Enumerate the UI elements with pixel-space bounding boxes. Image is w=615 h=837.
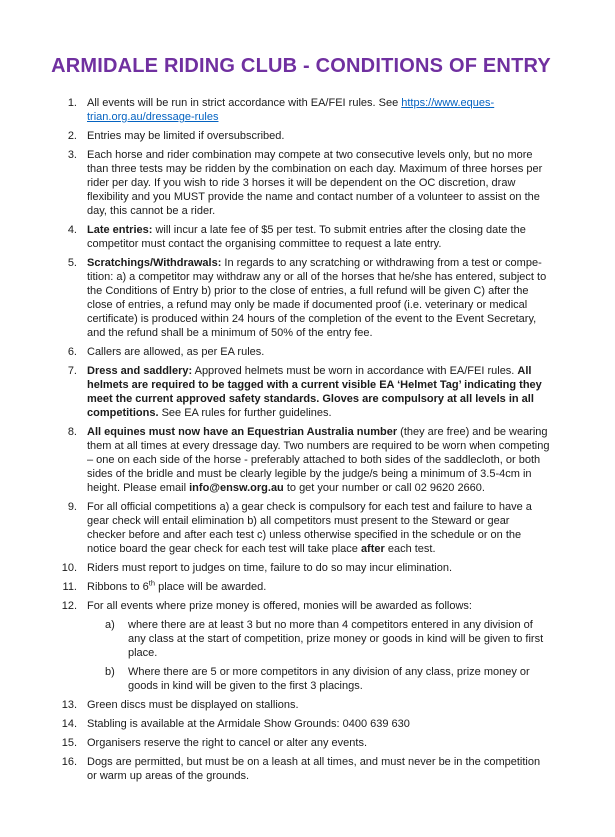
sub-item: [105, 665, 551, 693]
ordinal-suffix: th: [148, 578, 156, 588]
item-number: 7.: [67, 365, 77, 377]
text-run: will incur a late fee of $5 per test. To submit entries after the closing date the competitor must contact the organising committee to request a late entry.: [87, 224, 526, 250]
text-run: Scratchings/Withdrawals:: [87, 257, 222, 269]
page-title: ARMIDALE RIDING CLUB - CONDITIONS OF ENTRY: [51, 55, 551, 77]
list-item: [51, 148, 551, 218]
text-run: Callers are allowed, as per EA rules.: [87, 346, 265, 358]
list-item: [51, 129, 551, 143]
list-item: [51, 755, 551, 783]
list-item: [51, 561, 551, 575]
item-number: 2.: [67, 130, 77, 142]
item-text: [87, 698, 551, 712]
list-item: [51, 345, 551, 359]
text-run: All events will be run in strict accordance with EA/FEI rules. See: [87, 97, 402, 109]
text-run: In regards to any scratching or withdrawing from a test or competition: a) a competitor may withdraw any or all of the horses that he/she has entered, subject to the Conditions of Entry b) prior to the close of entries, a full refund will be given C) after the close of entries, a refund may only be made if documented proof (i.e. veterinary or medical certificate) is produced within 24 hours of the completion of the event to the Event Secretary, and the refund shall be a minimum of 50% of the entry fee.: [87, 257, 547, 339]
list-item: [51, 736, 551, 750]
text-run: Late entries:: [87, 224, 153, 236]
item-number: 9.: [67, 501, 77, 513]
item-text: [87, 256, 551, 340]
text-run: All equines must now have an Equestrian Australia number: [87, 426, 398, 438]
text-run: Dress and saddlery:: [87, 365, 193, 377]
sub-item-letter: a): [105, 619, 115, 631]
text-run: Each horse and rider combination may compete at two consecutive levels only, but no more than three tests may be ridden by the combination on each day. Maximum of three horses per rider per day. If you wish to ride 3 horses it will be dependent on the OC discretion, draw flexibility and you MUST provide the name and contact number of a volunteer to assist on the day, this cannot be a rider.: [87, 149, 543, 217]
list-item: [51, 364, 551, 420]
list-item: [51, 256, 551, 340]
item-text: [87, 345, 551, 359]
list-item: [51, 717, 551, 731]
text-run: All helmets are required to be tagged with a current visible EA ‘Helmet Tag’ indicating they meet the current approved safety standards. Gloves are compulsory at all levels in all competitions.: [87, 365, 542, 419]
sub-item-letter: b): [105, 666, 115, 678]
item-number: 14.: [61, 718, 77, 730]
item-text: [87, 561, 551, 575]
item-text: [87, 223, 551, 251]
conditions-list: [51, 96, 551, 783]
item-text: [87, 736, 551, 750]
text-run: Green discs must be displayed on stallions.: [87, 699, 299, 711]
text-run: For all events where prize money is offered, monies will be awarded as follows:: [87, 600, 472, 612]
item-text: [87, 148, 551, 218]
dressage-rules-link[interactable]: https://www.equestrian.org.au/dressage-rules: [87, 97, 495, 123]
item-text: [87, 364, 551, 420]
text-run: after: [360, 543, 385, 555]
item-text: [87, 599, 551, 693]
text-run: Approved helmets must be worn in accordance with EA/FEI rules.: [192, 365, 518, 377]
list-item: [51, 96, 551, 124]
item-number: 15.: [61, 737, 77, 749]
text-run: to get your number or call 02 9620 2660.: [283, 482, 485, 494]
text-run: Stabling is available at the Armidale Show Grounds: 0400 639 630: [87, 718, 410, 730]
list-item: [51, 425, 551, 495]
item-number: 4.: [67, 224, 77, 236]
text-run: place will be awarded.: [155, 581, 267, 593]
item-text: [87, 580, 551, 594]
sub-item: [105, 618, 551, 660]
text-run: Where there are 5 or more competitors in any division of any class, prize money or goods in kind will be given to the first 3 placings.: [128, 666, 530, 692]
list-item: [51, 500, 551, 556]
item-text: [87, 755, 551, 783]
text-run: info@ensw.org.au: [189, 482, 284, 494]
text-run: Riders must report to judges on time, failure to do so may incur elimination.: [87, 562, 452, 574]
item-number: 6.: [67, 346, 77, 358]
item-number: 16.: [61, 756, 77, 768]
text-run: See EA rules for further guidelines.: [158, 407, 332, 419]
text-run: For all official competitions a) a gear check is compulsory for each test and failure to have a gear check will entail elimination b) all competitors must present to the Steward or gear checker before and after each test c) unless otherwise specified in the schedule or on the notice board the gear check for each test will take place: [87, 501, 532, 555]
text-run: Ribbons to 6: [87, 581, 149, 593]
item-number: 3.: [67, 149, 77, 161]
item-text: [87, 717, 551, 731]
text-run: where there are at least 3 but no more than 4 competitors entered in any division of any class at the start of competition, prize money or goods in kind will be given to first place.: [128, 619, 544, 659]
item-number: 1.: [67, 97, 77, 109]
item-number: 8.: [67, 426, 77, 438]
item-number: 12.: [61, 600, 77, 612]
list-item: [51, 580, 551, 594]
text-run: Organisers reserve the right to cancel or alter any events.: [87, 737, 368, 749]
sub-item-text: [128, 665, 551, 693]
list-item: [51, 223, 551, 251]
item-number: 11.: [62, 581, 77, 593]
item-text: [87, 425, 551, 495]
item-text: [87, 500, 551, 556]
item-text: [87, 96, 551, 124]
sub-item-text: [128, 618, 551, 660]
text-run: (they are free) and be wearing them at all times at every dressage day. Two numbers are required to be worn when competing – one on each side of the horse - preferably attached to both sides of the saddlecloth, or both sides of the bridle and must be clearly legible by the judge/s being a minimum of 3.5-4cm in height. Please email: [87, 426, 550, 494]
item-number: 10.: [61, 562, 77, 574]
item-number: 13.: [61, 699, 77, 711]
text-run: Dogs are permitted, but must be on a leash at all times, and must never be in the competition or warm up areas of the grounds.: [87, 756, 541, 782]
item-text: [87, 129, 551, 143]
text-run: each test.: [384, 543, 436, 555]
text-run: Entries may be limited if oversubscribed.: [87, 130, 285, 142]
item-number: 5.: [67, 257, 77, 269]
list-item: [51, 698, 551, 712]
list-item: [51, 599, 551, 693]
